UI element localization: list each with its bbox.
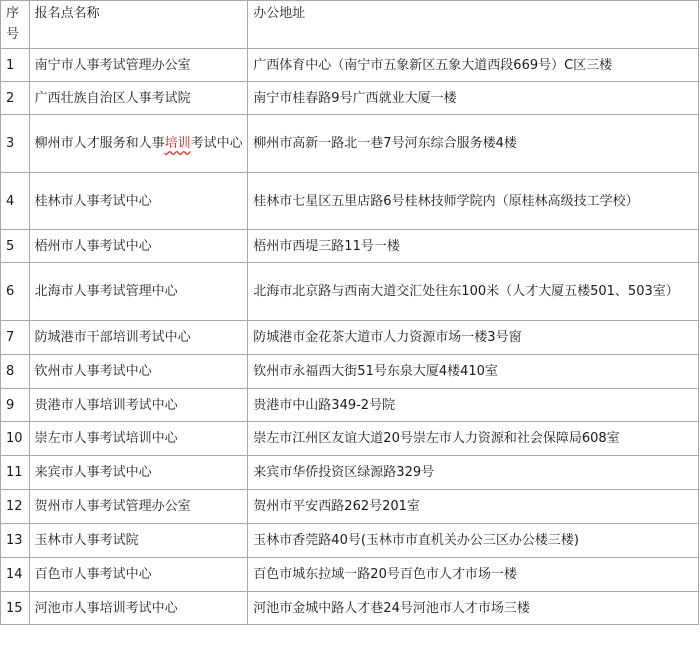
header-row <box>1 1 699 49</box>
row-no: 7 <box>1 321 30 355</box>
row-no: 10 <box>1 422 30 456</box>
row-name: 崇左市人事考试培训中心 <box>29 422 248 456</box>
row-address: 贵港市中山路349-2号院 <box>248 389 699 422</box>
table-row <box>1 230 699 263</box>
table-row <box>1 49 699 82</box>
row-no: 2 <box>1 82 30 115</box>
row-address: 钦州市永福西大街51号东泉大厦4楼410室 <box>248 355 699 389</box>
row-no: 1 <box>1 49 30 82</box>
row-no: 5 <box>1 230 30 263</box>
header-no: 序号 <box>1 1 30 49</box>
table-row <box>1 321 699 355</box>
row-name: 广西壮族自治区人事考试院 <box>29 82 248 115</box>
row-name: 贺州市人事考试管理办公室 <box>29 490 248 524</box>
row-address: 北海市北京路与西南大道交汇处往东100米（人才大厦五楼501、503室） <box>248 263 699 321</box>
row-no: 9 <box>1 389 30 422</box>
table-row <box>1 173 699 230</box>
row-name: 北海市人事考试管理中心 <box>29 263 248 321</box>
row-name: 百色市人事考试中心 <box>29 558 248 592</box>
row-name <box>29 115 248 173</box>
row-no: 15 <box>1 592 30 625</box>
row-address: 柳州市高新一路北一巷7号河东综合服务楼4楼 <box>248 115 699 173</box>
table-row <box>1 558 699 592</box>
row-name: 钦州市人事考试中心 <box>29 355 248 389</box>
row-name: 防城港市干部培训考试中心 <box>29 321 248 355</box>
row-no: 8 <box>1 355 30 389</box>
table-row <box>1 524 699 558</box>
table-row <box>1 263 699 321</box>
row-address: 防城港市金花茶大道市人力资源市场一楼3号窗 <box>248 321 699 355</box>
row-no: 12 <box>1 490 30 524</box>
row-address: 桂林市七星区五里店路6号桂林技师学院内（原桂林高级技工学校） <box>248 173 699 230</box>
row-no: 13 <box>1 524 30 558</box>
row-address: 贺州市平安西路262号201室 <box>248 490 699 524</box>
table-row <box>1 115 699 173</box>
table-row <box>1 490 699 524</box>
row-name: 来宾市人事考试中心 <box>29 456 248 490</box>
row-address: 南宁市桂春路9号广西就业大厦一楼 <box>248 82 699 115</box>
table-row <box>1 389 699 422</box>
row-no: 3 <box>1 115 30 173</box>
table-row <box>1 355 699 389</box>
row-address: 玉林市香莞路40号(玉林市市直机关办公三区办公楼三楼) <box>248 524 699 558</box>
row-address: 来宾市华侨投资区绿源路329号 <box>248 456 699 490</box>
row-no: 6 <box>1 263 30 321</box>
table-row <box>1 456 699 490</box>
row-name-part: 柳州市人才服务和人事 <box>34 136 165 151</box>
header-name: 报名点名称 <box>29 1 248 49</box>
row-address: 梧州市西堤三路11号一楼 <box>248 230 699 263</box>
row-name: 河池市人事培训考试中心 <box>29 592 248 625</box>
row-no: 14 <box>1 558 30 592</box>
row-name: 桂林市人事考试中心 <box>29 173 248 230</box>
table-row <box>1 422 699 456</box>
header-address: 办公地址 <box>248 1 699 49</box>
row-no: 4 <box>1 173 30 230</box>
row-name: 南宁市人事考试管理办公室 <box>29 49 248 82</box>
row-name-part: 考试中心 <box>190 136 243 151</box>
table-row <box>1 82 699 115</box>
row-address: 河池市金城中路人才巷24号河池市人才市场三楼 <box>248 592 699 625</box>
row-address: 广西体育中心（南宁市五象新区五象大道西段669号）C区三楼 <box>248 49 699 82</box>
training-link[interactable]: 培训 <box>164 136 191 151</box>
row-name: 梧州市人事考试中心 <box>29 230 248 263</box>
row-no: 11 <box>1 456 30 490</box>
row-address: 百色市城东拉域一路20号百色市人才市场一楼 <box>248 558 699 592</box>
table-row <box>1 592 699 625</box>
row-name: 贵港市人事培训考试中心 <box>29 389 248 422</box>
row-address: 崇左市江州区友谊大道20号崇左市人力资源和社会保障局608室 <box>248 422 699 456</box>
row-name: 玉林市人事考试院 <box>29 524 248 558</box>
